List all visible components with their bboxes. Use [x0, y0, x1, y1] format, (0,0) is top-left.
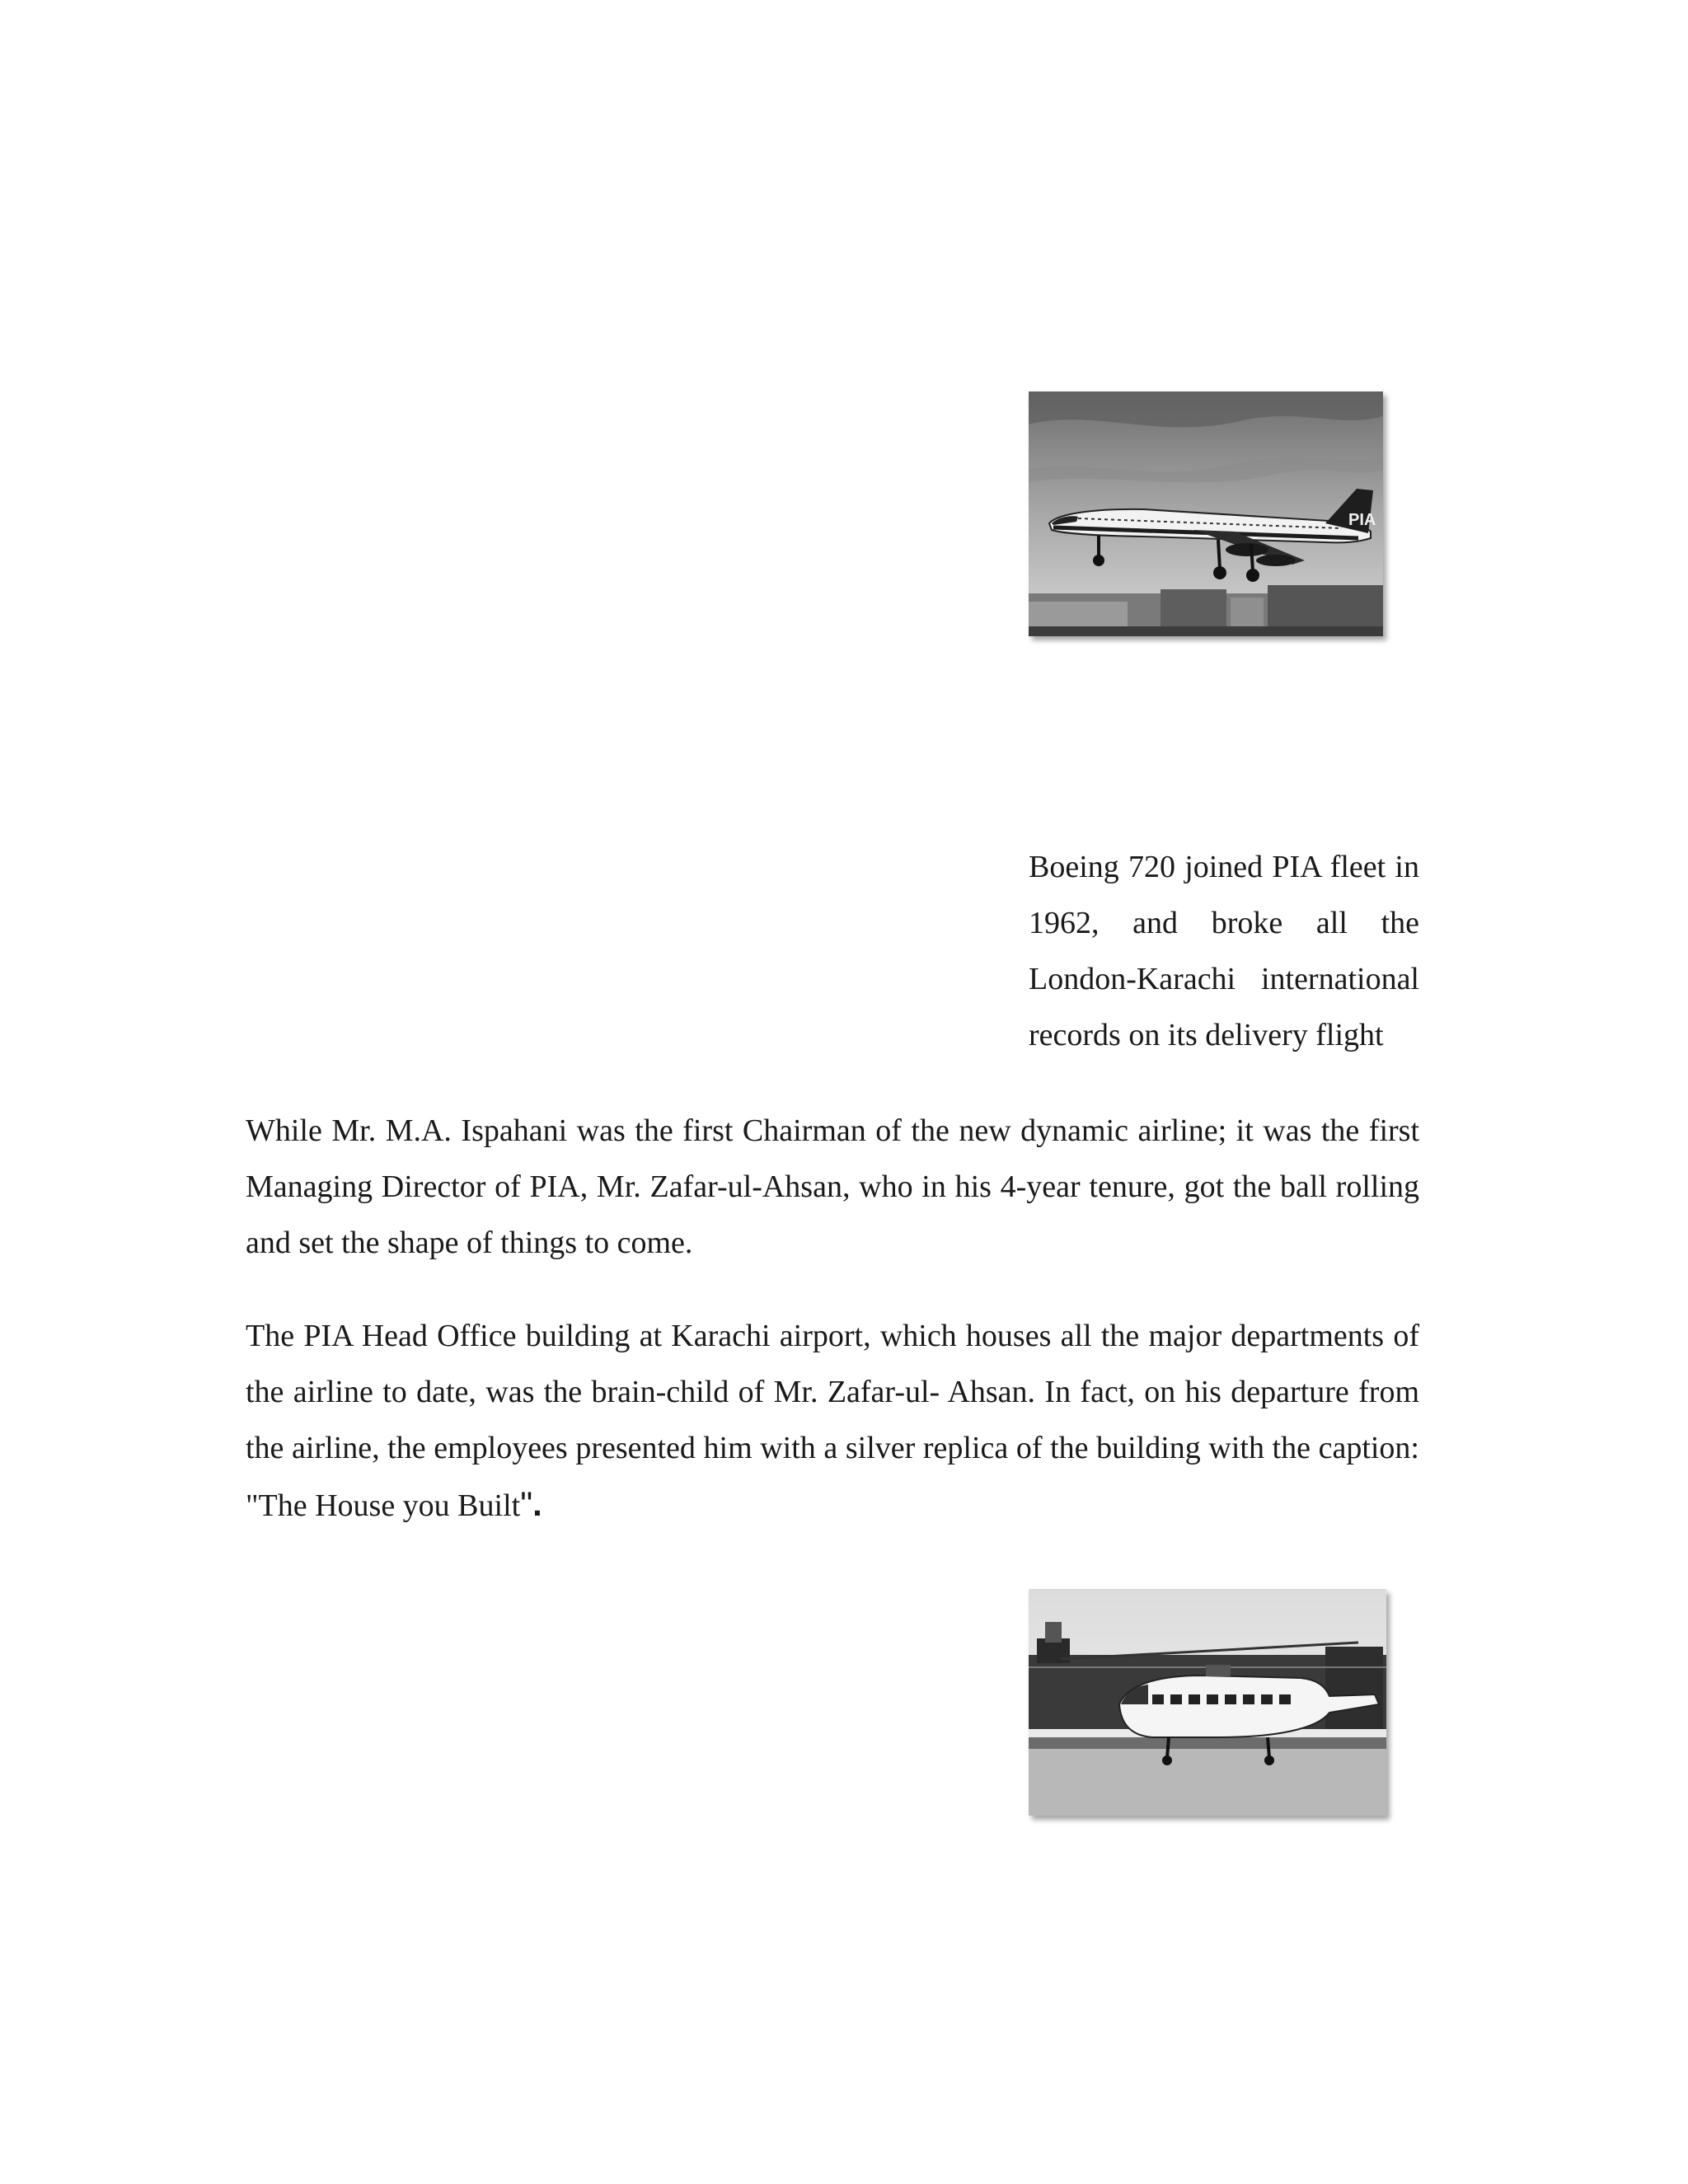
paragraph-first-chairman: While Mr. M.A. Ispahani was the first Chairman of the new dynamic airline; it was the first Managing Director of PIA, Mr. Zafar-ul-Ahsan, who in his 4-year tenure, got the ball rolling and set the shape of things to come. — [246, 1113, 1419, 1260]
paragraph-head-office — [246, 1308, 1419, 1534]
closing-period: . — [532, 1484, 542, 1523]
boeing-720-photo — [1029, 391, 1383, 636]
boeing-720-photo-icon — [1029, 391, 1383, 636]
photo-caption — [1029, 839, 1419, 1063]
tail-logo: PIA — [1348, 511, 1376, 529]
helicopter-photo-icon — [1029, 1589, 1386, 1816]
paragraph-head-office-text: The PIA Head Office building at Karachi airport, which houses all the major departments of the airline to date, was the brain-child of Mr. Zafar-ul- Ahsan. In fact, on his departure from the airline, the employees presented him with a silver replica of the building with the caption: "The House you Built — [246, 1319, 1419, 1523]
helicopter-photo — [1029, 1589, 1386, 1816]
caption-text: Boeing 720 joined PIA fleet in 1962, and broke all the London-Karachi international records on its delivery flight — [1029, 850, 1419, 1052]
closing-quote: " — [520, 1484, 533, 1523]
